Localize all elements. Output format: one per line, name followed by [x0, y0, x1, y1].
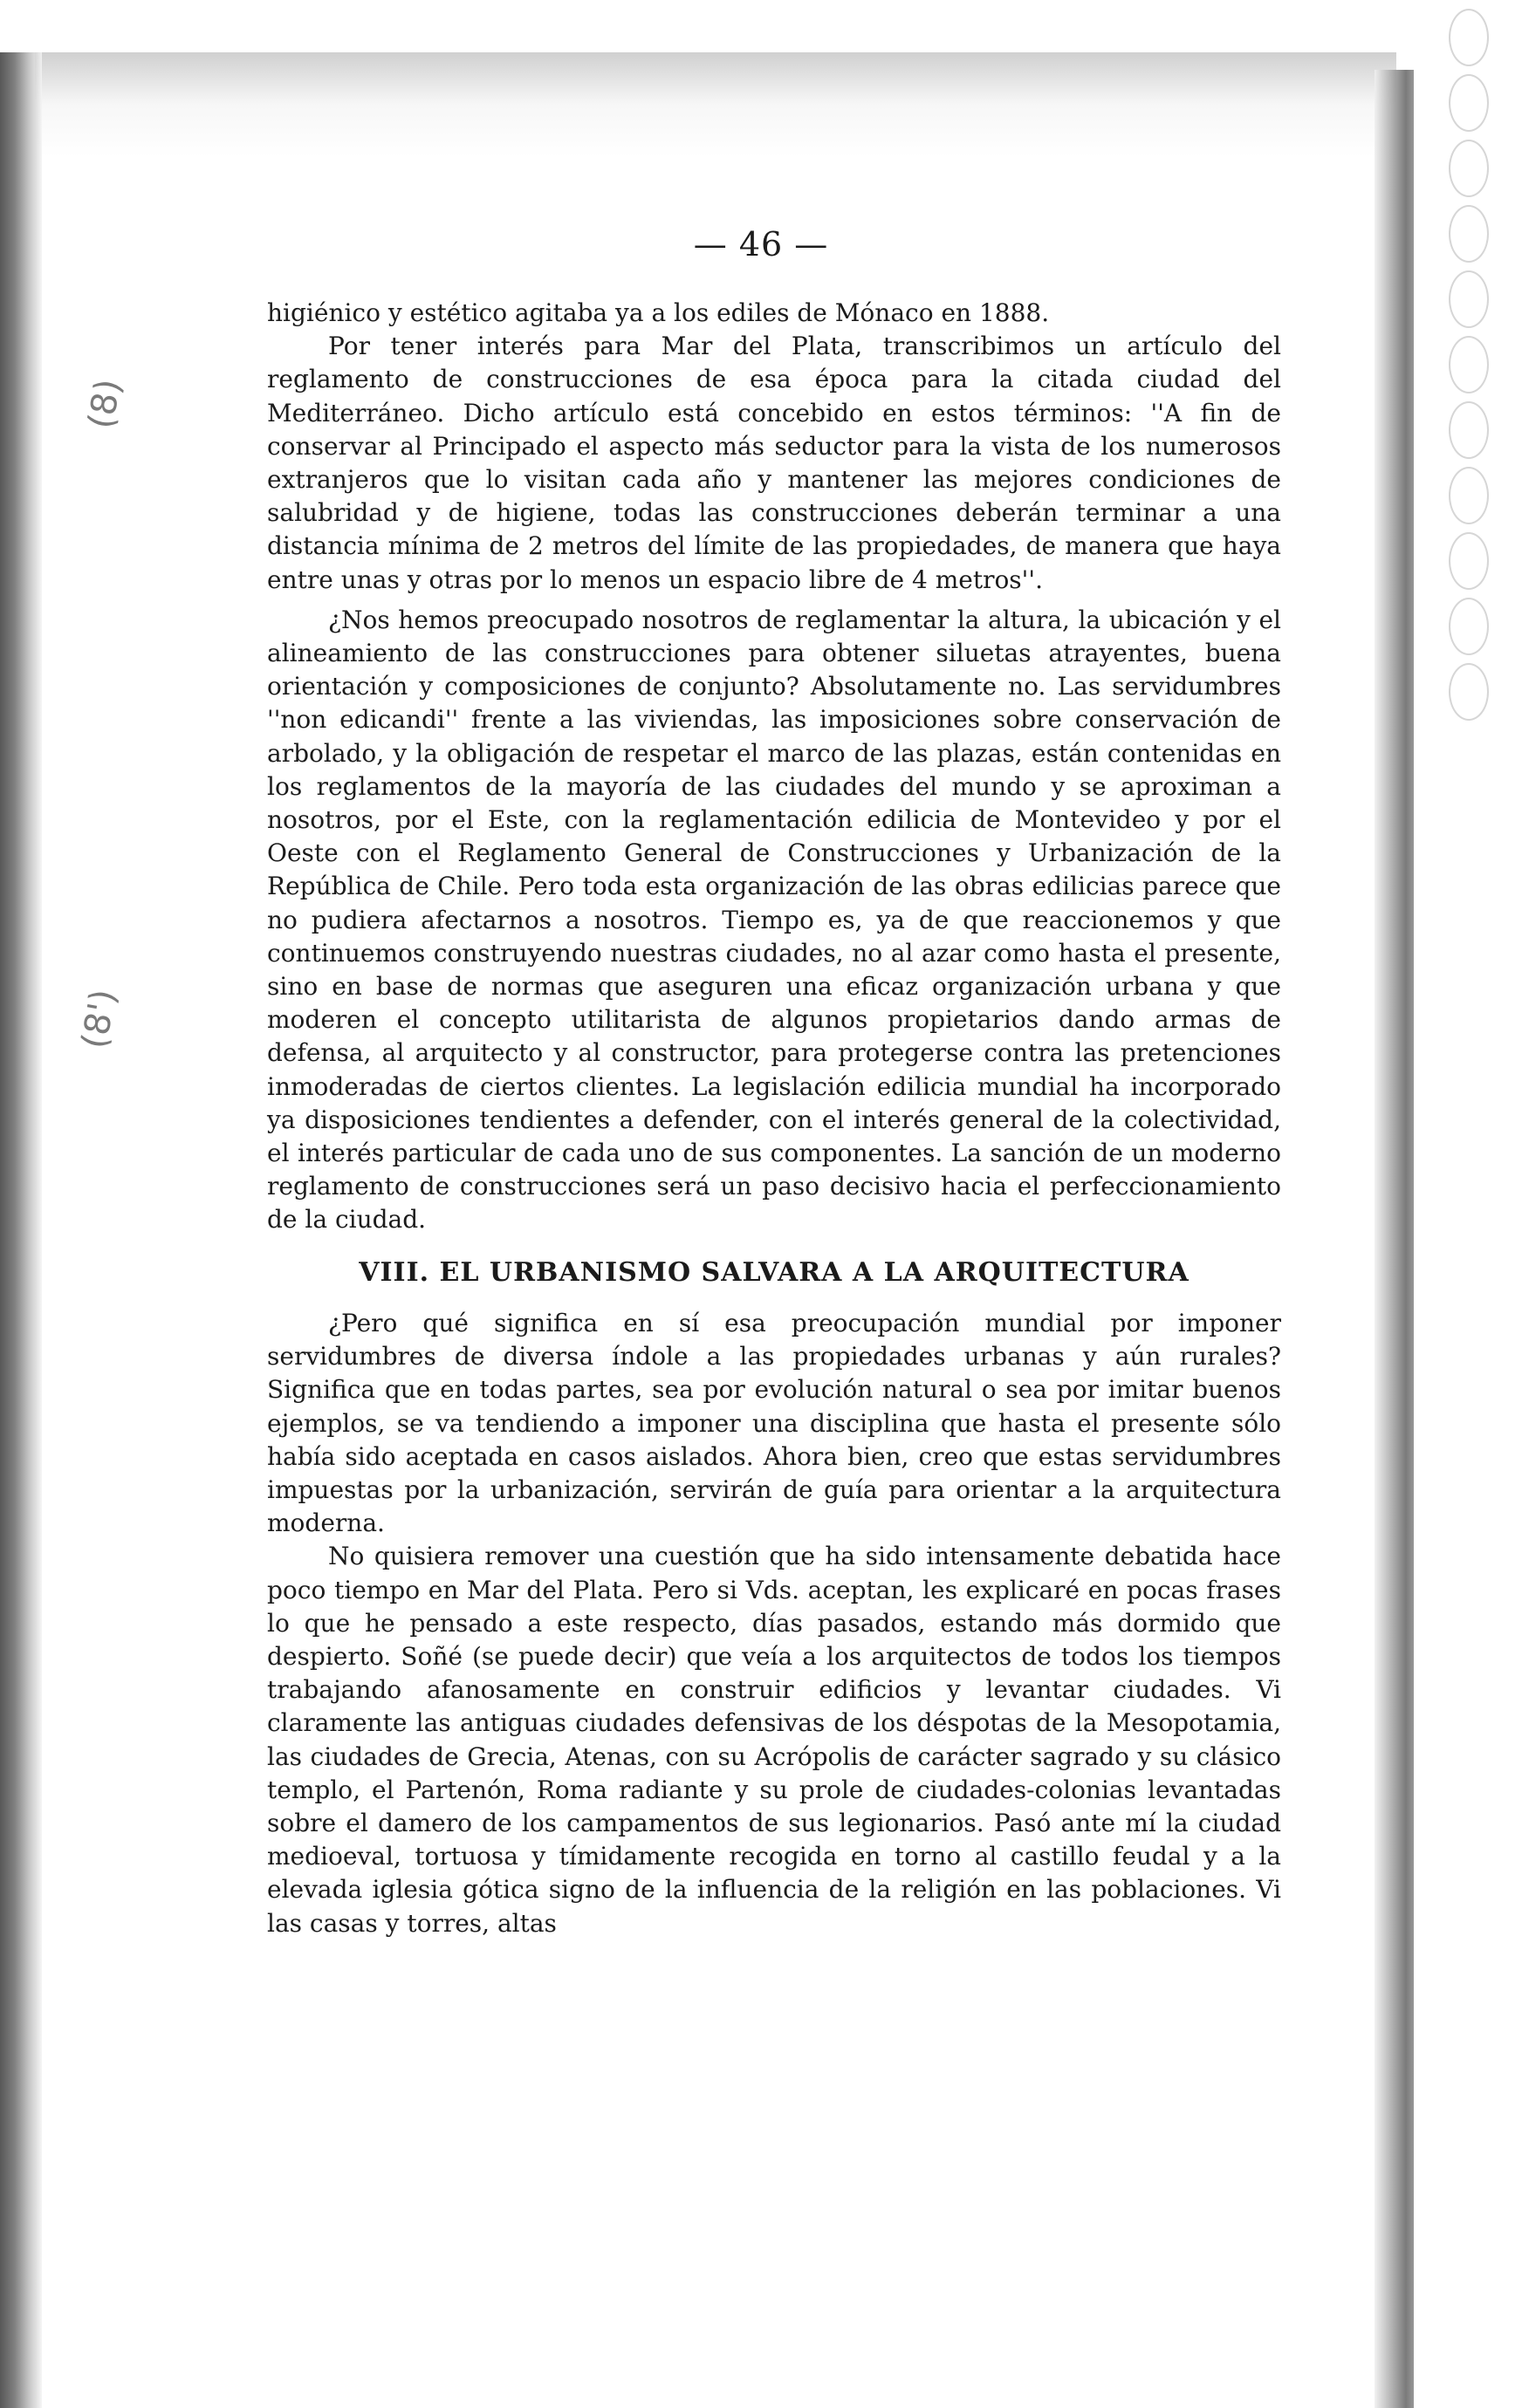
body-text: [267, 297, 1281, 1940]
margin-annotation: (8): [80, 376, 129, 432]
paragraph: No quisiera remover una cuestión que ha sido intensamente debatida hace poco tiempo en Mar del Plata. Pero si Vds. aceptan, les explicaré en pocas frases lo que he pensado a este respecto, días pasados, estando más dormido que despierto. Soñé (se puede decir) que veía a los arquitectos de todos los tiempos trabajando afanosamente en construir edificios y levantar ciudades. Vi claramente las antiguas ciudades defensivas de los déspotas de la Mesopotamia, las ciudades de Grecia, Atenas, con su Acrópolis de carácter sagrado y su clásico templo, el Partenón, Roma radiante y su prole de ciudades-colonias levantadas sobre el damero de los campamentos de sus legionarios. Pasó ante mí la ciudad medioeval, tortuosa y tímidamente recogida en torno al castillo feudal y a la elevada iglesia gótica signo de la influencia de la religión en las poblaciones. Vi las casas y torres, altas: [267, 1542, 1281, 1938]
paragraph: Por tener interés para Mar del Plata, transcribimos un artículo del reglamento de construcciones de esa época para la citada ciudad del Mediterráneo. Dicho artículo está concebido en estos términos: ''A fin de conservar al Principado el aspecto más seductor para la vista de los numerosos extranjeros que lo visitan cada año y mantener las mejores condiciones de salubridad y de higiene, todas las construcciones deberán terminar a una distancia mínima de 2 metros del límite de las propiedades, de manera que haya entre unas y otras por lo menos un espacio libre de 4 metros''.: [267, 332, 1281, 594]
punch-hole: [1449, 663, 1489, 721]
punch-hole: [1449, 270, 1489, 328]
scan-edge-left: [0, 52, 42, 2408]
punch-hole: [1449, 401, 1489, 459]
margin-annotation: (8'): [74, 986, 125, 1052]
punch-hole: [1449, 9, 1489, 66]
punch-hole: [1449, 467, 1489, 524]
punch-hole: [1449, 140, 1489, 197]
scan-shadow-top: [35, 52, 1396, 157]
paragraph: ¿Pero qué significa en sí esa preocupación mundial por imponer servidumbres de diversa índole a las propiedades urbanas y aún rurales? Significa que en todas partes, sea por evolución natural o sea por imitar buenos ejemplos, se va tendiendo a imponer una disciplina que hasta el presente sólo había sido aceptada en casos aislados. Ahora bien, creo que estas servidumbres impuestas por la urbanización, servirán de guía para orientar a la arquitectura moderna.: [267, 1308, 1281, 1538]
scan-edge-right: [1375, 70, 1414, 2408]
punch-hole: [1449, 598, 1489, 655]
paragraph: ¿Nos hemos preocupado nosotros de reglamentar la altura, la ubicación y el alineamiento de las construcciones para obtener siluetas atrayentes, buena orientación y composiciones de conjunto? Absolutamente no. Las servidumbres ''non edicandi'' frente a las viviendas, las imposiciones sobre conservación de arbolado, y la obligación de respetar el marco de las plazas, están contenidas en los reglamentos de la mayoría de las ciudades del mundo y se aproximan a nosotros, por el Este, con la reglamentación edilicia de Montevideo y por el Oeste con el Reglamento General de Construcciones y Urbanización de la República de Chile. Pero toda esta organización de las obras edilicias parece que no pudiera afectarnos a nosotros. Tiempo es, ya de que reaccionemos y que continuemos construyendo nuestras ciudades, no al azar como hasta el presente, sino en base de normas que aseguren una eficaz organización urbana y que moderen el concepto utilitarista de algunos propietarios dando armas de defensa, al arquitecto y al constructor, para protegerse contra las pretenciones inmoderadas de ciertos clientes. La legislación edilicia mundial ha incorporado ya disposiciones tendientes a defender, con el interés general de la colectividad, el interés particular de cada uno de sus componentes. La sanción de un moderno reglamento de construcciones será un paso decisivo hacia el perfeccionamiento de la ciudad.: [267, 605, 1281, 1235]
punch-hole: [1449, 74, 1489, 132]
punch-hole: [1449, 336, 1489, 393]
page-number: — 46 —: [693, 225, 829, 263]
binder-punch-holes: [1431, 9, 1510, 1754]
punch-hole: [1449, 532, 1489, 590]
section-heading: VIII. EL URBANISMO SALVARA A LA ARQUITECTURA: [359, 1256, 1189, 1288]
paragraph: higiénico y estético agitaba ya a los ediles de Mónaco en 1888.: [267, 298, 1050, 327]
